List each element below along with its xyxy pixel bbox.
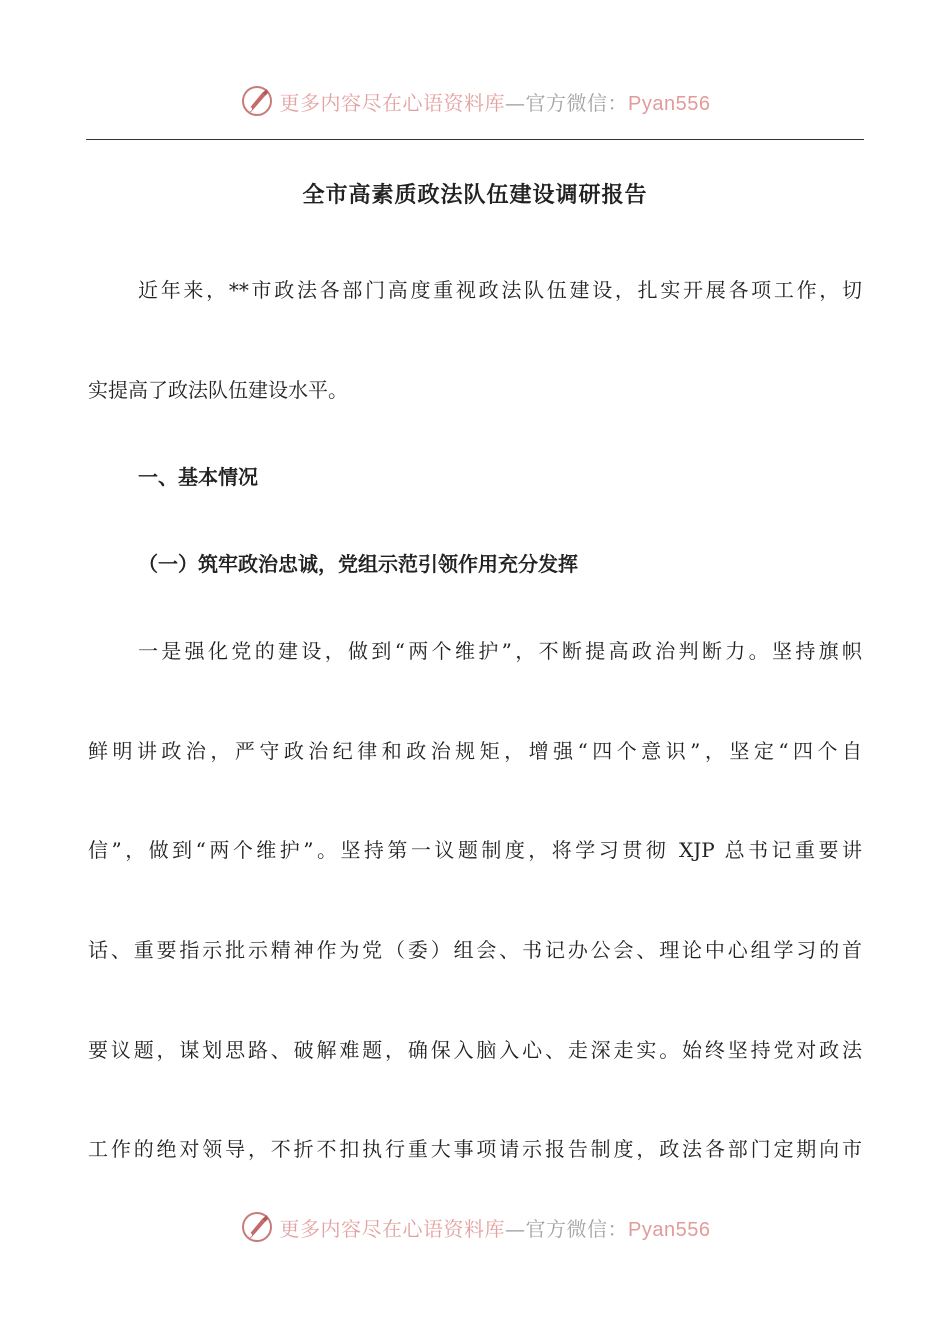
document-title: 全市高素质政法队伍建设调研报告 xyxy=(302,183,648,208)
watermark-separator: — xyxy=(505,1216,526,1241)
quill-pen-logo-icon xyxy=(240,84,274,118)
watermark-official-label: 官方微信： xyxy=(525,90,629,115)
watermark-wechat-id: Pyan556 xyxy=(628,92,711,115)
paragraph-line: 实提高了政法队伍建设水平。 xyxy=(88,378,348,402)
watermark-wechat-id: Pyan556 xyxy=(628,1218,711,1241)
paragraph-line: 话、重要指示批示精神作为党（委）组会、书记办公会、理论中心组学习的首 xyxy=(88,938,862,962)
paragraph-line: 一是强化党的建设，做到“两个维护”，不断提高政治判断力。坚持旗帜 xyxy=(138,639,862,663)
watermark-separator: — xyxy=(505,90,526,115)
paragraph-line: 工作的绝对领导，不折不扣执行重大事项请示报告制度，政法各部门定期向市 xyxy=(88,1137,862,1161)
subsection-heading: （一）筑牢政治忠诚，党组示范引领作用充分发挥 xyxy=(138,552,578,576)
paragraph-line: 要议题，谋划思路、破解难题，确保入脑入心、走深走实。始终坚持党对政法 xyxy=(88,1038,862,1062)
watermark-official-label: 官方微信： xyxy=(525,1216,629,1241)
watermark-prefix: 更多内容尽在心语资料库 xyxy=(279,1216,506,1241)
footer-watermark xyxy=(0,1210,950,1244)
quill-pen-logo-icon xyxy=(240,1210,274,1244)
paragraph-line: 鲜明讲政治，严守政治纪律和政治规矩，增强“四个意识”，坚定“四个自 xyxy=(88,739,862,763)
header-divider xyxy=(86,139,864,140)
section-heading: 一、基本情况 xyxy=(138,465,258,489)
watermark-prefix: 更多内容尽在心语资料库 xyxy=(279,90,506,115)
header-watermark xyxy=(0,84,950,118)
paragraph-line: 信”，做到“两个维护”。坚持第一议题制度，将学习贯彻 XJP 总书记重要讲 xyxy=(88,838,862,862)
paragraph-line: 近年来，**市政法各部门高度重视政法队伍建设，扎实开展各项工作，切 xyxy=(138,278,862,302)
